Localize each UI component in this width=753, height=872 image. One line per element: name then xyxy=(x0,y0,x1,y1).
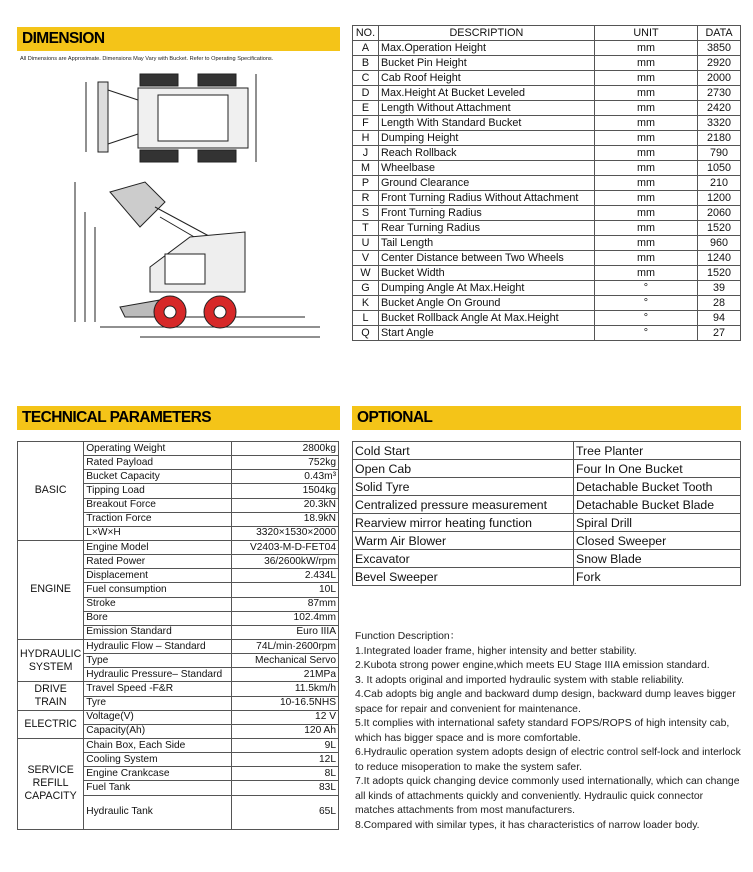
dimension-row xyxy=(353,176,741,191)
dimension-cell: Center Distance between Two Wheels xyxy=(378,251,594,266)
parameter-name: Traction Force xyxy=(84,512,231,526)
parameter-name: Fuel Tank xyxy=(84,781,231,795)
dimension-cell: mm xyxy=(594,236,697,251)
dimension-cell: L xyxy=(353,311,379,326)
dimension-cell: E xyxy=(353,101,379,116)
dimension-cell: mm xyxy=(594,101,697,116)
parameter-value: 21MPa xyxy=(231,668,338,682)
parameter-name: Emission Standard xyxy=(84,625,231,639)
dimension-column-header: DESCRIPTION xyxy=(378,26,594,41)
technical-row xyxy=(18,540,339,554)
dimension-cell: Wheelbase xyxy=(378,161,594,176)
parameter-name: Rated Power xyxy=(84,555,231,569)
technical-group-label: DRIVE TRAIN xyxy=(18,682,84,710)
function-title: Function Description： xyxy=(355,631,461,642)
dimension-cell: 2180 xyxy=(698,131,741,146)
parameter-value: 8L xyxy=(231,767,338,781)
dimension-table xyxy=(352,25,741,341)
optional-item: Rearview mirror heating function xyxy=(353,514,574,532)
optional-item: Open Cab xyxy=(353,460,574,478)
parameter-value: 20.3kN xyxy=(231,498,338,512)
dimension-cell: 2420 xyxy=(698,101,741,116)
optional-row xyxy=(353,532,741,550)
dimension-cell: 960 xyxy=(698,236,741,251)
dimension-row xyxy=(353,161,741,176)
function-item: 1.Integrated loader frame, higher intensity and better stability. xyxy=(355,645,637,657)
dimension-cell: mm xyxy=(594,116,697,131)
optional-item: Four In One Bucket xyxy=(574,460,741,478)
dimension-cell: ° xyxy=(594,281,697,296)
dimension-cell: 1520 xyxy=(698,266,741,281)
optional-item: Cold Start xyxy=(353,442,574,460)
optional-row xyxy=(353,550,741,568)
function-item: 5.It complies with international safety standard FOPS/ROPS of high intensity cab, which has bigger space and is more comfortable. xyxy=(355,718,730,744)
optional-item: Spiral Drill xyxy=(574,514,741,532)
dimension-cell: ° xyxy=(594,296,697,311)
dimension-title: DIMENSION xyxy=(22,30,105,47)
parameter-value: 1504kg xyxy=(231,484,338,498)
technical-row xyxy=(18,738,339,752)
dimension-cell: Max.Height At Bucket Leveled xyxy=(378,86,594,101)
parameter-value: 10L xyxy=(231,583,338,597)
optional-item: Warm Air Blower xyxy=(353,532,574,550)
function-item: 2.Kubota strong power engine,which meets EU Stage IIIA emission standard. xyxy=(355,660,710,671)
technical-row xyxy=(18,682,339,696)
parameter-value: 0.43m³ xyxy=(231,470,338,484)
optional-item: Tree Planter xyxy=(574,442,741,460)
dimension-row xyxy=(353,71,741,86)
function-item: 3. It adopts original and imported hydraulic system with stable reliability. xyxy=(355,674,684,686)
dimension-cell: H xyxy=(353,131,379,146)
dimension-cell: P xyxy=(353,176,379,191)
dimension-row xyxy=(353,56,741,71)
technical-row xyxy=(18,442,339,456)
optional-item: Centralized pressure measurement xyxy=(353,496,574,514)
dimension-cell: mm xyxy=(594,176,697,191)
parameter-name: Capacity(Ah) xyxy=(84,724,231,738)
dimension-row xyxy=(353,221,741,236)
dimension-row xyxy=(353,311,741,326)
dimension-cell: Bucket Pin Height xyxy=(378,56,594,71)
optional-row xyxy=(353,442,741,460)
parameter-value: V2403-M-D-FET04 xyxy=(231,540,338,554)
dimension-cell: Length Without Attachment xyxy=(378,101,594,116)
dimension-row xyxy=(353,191,741,206)
dimension-cell: Ground Clearance xyxy=(378,176,594,191)
parameter-value: 83L xyxy=(231,781,338,795)
dimension-cell: mm xyxy=(594,131,697,146)
dimension-header-band xyxy=(17,27,340,51)
dimension-cell: Rear Turning Radius xyxy=(378,221,594,236)
dimension-cell: mm xyxy=(594,206,697,221)
parameter-name: Breakout Force xyxy=(84,498,231,512)
dimension-row xyxy=(353,296,741,311)
dimension-cell: 3320 xyxy=(698,116,741,131)
parameter-value: 65L xyxy=(231,795,338,829)
dimension-cell: ° xyxy=(594,326,697,341)
parameter-value: 12L xyxy=(231,753,338,767)
side-view-drawing xyxy=(70,172,340,347)
function-item: 4.Cab adopts big angle and backward dump design, backward dump leaves bigger space for repair and convenient for maintenance. xyxy=(355,689,736,715)
technical-group-label: BASIC xyxy=(18,442,84,541)
parameter-name: Bucket Capacity xyxy=(84,470,231,484)
parameter-name: Engine Crankcase xyxy=(84,767,231,781)
dimension-cell: K xyxy=(353,296,379,311)
parameter-name: Type xyxy=(84,654,231,668)
dimension-cell: mm xyxy=(594,251,697,266)
dimension-column-header: NO. xyxy=(353,26,379,41)
dimension-cell: Front Turning Radius Without Attachment xyxy=(378,191,594,206)
dimension-cell: B xyxy=(353,56,379,71)
dimension-row xyxy=(353,116,741,131)
dimension-cell: 1200 xyxy=(698,191,741,206)
optional-item: Closed Sweeper xyxy=(574,532,741,550)
parameter-value: 11.5km/h xyxy=(231,682,338,696)
dimension-row xyxy=(353,266,741,281)
dimension-cell: M xyxy=(353,161,379,176)
parameter-value: 9L xyxy=(231,738,338,752)
parameter-name: Travel Speed -F&R xyxy=(84,682,231,696)
dimension-cell: 94 xyxy=(698,311,741,326)
dimension-cell: U xyxy=(353,236,379,251)
dimension-header-row xyxy=(353,26,741,41)
dimension-cell: mm xyxy=(594,146,697,161)
dimension-cell: Bucket Width xyxy=(378,266,594,281)
dimension-cell: 28 xyxy=(698,296,741,311)
dimension-cell: J xyxy=(353,146,379,161)
dimension-cell: mm xyxy=(594,71,697,86)
dimension-cell: Length With Standard Bucket xyxy=(378,116,594,131)
parameter-value: 120 Ah xyxy=(231,724,338,738)
parameter-name: Hydraulic Pressure– Standard xyxy=(84,668,231,682)
optional-table xyxy=(352,441,741,586)
dimension-cell: Dumping Height xyxy=(378,131,594,146)
dimension-cell: R xyxy=(353,191,379,206)
dimension-row xyxy=(353,131,741,146)
dimension-row xyxy=(353,281,741,296)
function-description xyxy=(355,630,745,833)
dimension-cell: C xyxy=(353,71,379,86)
parameter-name: Cooling System xyxy=(84,753,231,767)
dimension-cell: 2730 xyxy=(698,86,741,101)
parameter-value: 2.434L xyxy=(231,569,338,583)
function-item: 6.Hydraulic operation system adopts design of electric control self-lock and interlock to reduce misoperation to make the system safer. xyxy=(355,747,741,773)
technical-parameters-table xyxy=(17,441,339,830)
parameter-value: 752kg xyxy=(231,456,338,470)
optional-row xyxy=(353,460,741,478)
parameter-value: 10-16.5NHS xyxy=(231,696,338,710)
optional-row xyxy=(353,514,741,532)
dimension-cell: 210 xyxy=(698,176,741,191)
optional-title: OPTIONAL xyxy=(357,409,433,426)
parameter-name: Hydraulic Tank xyxy=(84,795,231,829)
function-item: 8.Compared with similar types, it has characteristics of narrow loader body. xyxy=(355,819,700,831)
parameter-name: Engine Model xyxy=(84,540,231,554)
dimension-row xyxy=(353,86,741,101)
dimension-note: All Dimensions are Approximate. Dimensions May Vary with Bucket. Refer to Operating Specifications. xyxy=(20,56,274,62)
technical-header-band xyxy=(17,406,340,430)
technical-group-label: SERVICE REFILL CAPACITY xyxy=(18,738,84,829)
dimension-cell: Bucket Angle On Ground xyxy=(378,296,594,311)
dimension-column-header: UNIT xyxy=(594,26,697,41)
dimension-cell: Dumping Angle At Max.Height xyxy=(378,281,594,296)
optional-row xyxy=(353,496,741,514)
parameter-value: 18.9kN xyxy=(231,512,338,526)
optional-item: Bevel Sweeper xyxy=(353,568,574,586)
parameter-name: Rated Payload xyxy=(84,456,231,470)
dimension-cell: F xyxy=(353,116,379,131)
dimension-row xyxy=(353,236,741,251)
dimension-cell: 1520 xyxy=(698,221,741,236)
parameter-name: Stroke xyxy=(84,597,231,611)
dimension-cell: Bucket Rollback Angle At Max.Height xyxy=(378,311,594,326)
dimension-row xyxy=(353,206,741,221)
parameter-name: Fuel consumption xyxy=(84,583,231,597)
optional-item: Solid Tyre xyxy=(353,478,574,496)
dimension-cell: mm xyxy=(594,41,697,56)
dimension-cell: S xyxy=(353,206,379,221)
dimension-cell: ° xyxy=(594,311,697,326)
dimension-cell: 3850 xyxy=(698,41,741,56)
dimension-cell: Front Turning Radius xyxy=(378,206,594,221)
dimension-column-header: DATA xyxy=(698,26,741,41)
parameter-name: Operating Weight xyxy=(84,442,231,456)
parameter-value: 2800kg xyxy=(231,442,338,456)
parameter-name: Hydraulic Flow – Standard xyxy=(84,639,231,653)
dimension-cell: mm xyxy=(594,56,697,71)
function-item: 7.It adopts quick changing device commonly used internationally, which can change all kinds of attachments quickly and conveniently. Hydraulic quick connector matches attachments from most manufacturers. xyxy=(355,776,740,816)
top-view-drawing xyxy=(78,70,278,170)
optional-header-band xyxy=(352,406,741,430)
technical-group-label: HYDRAULIC SYSTEM xyxy=(18,639,84,681)
dimension-cell: Cab Roof Height xyxy=(378,71,594,86)
dimension-cell: Max.Operation Height xyxy=(378,41,594,56)
dimension-cell: W xyxy=(353,266,379,281)
parameter-name: Tyre xyxy=(84,696,231,710)
dimension-cell: mm xyxy=(594,266,697,281)
dimension-row xyxy=(353,41,741,56)
optional-item: Excavator xyxy=(353,550,574,568)
dimension-row xyxy=(353,326,741,341)
dimension-cell: 2000 xyxy=(698,71,741,86)
technical-row xyxy=(18,710,339,724)
dimension-cell: 1240 xyxy=(698,251,741,266)
optional-item: Detachable Bucket Blade xyxy=(574,496,741,514)
parameter-name: Bore xyxy=(84,611,231,625)
dimension-cell: A xyxy=(353,41,379,56)
dimension-cell: 1050 xyxy=(698,161,741,176)
parameter-name: Chain Box, Each Side xyxy=(84,738,231,752)
dimension-cell: mm xyxy=(594,86,697,101)
dimension-cell: 2920 xyxy=(698,56,741,71)
dimension-cell: G xyxy=(353,281,379,296)
optional-item: Snow Blade xyxy=(574,550,741,568)
dimension-cell: Tail Length xyxy=(378,236,594,251)
parameter-name: Displacement xyxy=(84,569,231,583)
parameter-value: Mechanical Servo xyxy=(231,654,338,668)
optional-item: Fork xyxy=(574,568,741,586)
parameter-value: 36/2600kW/rpm xyxy=(231,555,338,569)
optional-row xyxy=(353,478,741,496)
dimension-cell: mm xyxy=(594,191,697,206)
dimension-row xyxy=(353,101,741,116)
dimension-cell: mm xyxy=(594,221,697,236)
dimension-cell: Start Angle xyxy=(378,326,594,341)
dimension-cell: 39 xyxy=(698,281,741,296)
parameter-name: Voltage(V) xyxy=(84,710,231,724)
technical-title: TECHNICAL PARAMETERS xyxy=(22,409,211,426)
optional-row xyxy=(353,568,741,586)
dimension-cell: 2060 xyxy=(698,206,741,221)
parameter-value: 102.4mm xyxy=(231,611,338,625)
dimension-cell: 790 xyxy=(698,146,741,161)
parameter-value: 74L/min·2600rpm xyxy=(231,639,338,653)
technical-group-label: ELECTRIC xyxy=(18,710,84,738)
dimension-cell: D xyxy=(353,86,379,101)
dimension-cell: Reach Rollback xyxy=(378,146,594,161)
dimension-row xyxy=(353,146,741,161)
parameter-value: Euro IIIA xyxy=(231,625,338,639)
dimension-cell: 27 xyxy=(698,326,741,341)
parameter-name: Tipping Load xyxy=(84,484,231,498)
parameter-value: 12 V xyxy=(231,710,338,724)
technical-row xyxy=(18,639,339,653)
dimension-cell: Q xyxy=(353,326,379,341)
dimension-cell: V xyxy=(353,251,379,266)
technical-group-label: ENGINE xyxy=(18,540,84,639)
dimension-cell: mm xyxy=(594,161,697,176)
optional-item: Detachable Bucket Tooth xyxy=(574,478,741,496)
parameter-name: L×W×H xyxy=(84,526,231,540)
dimension-cell: T xyxy=(353,221,379,236)
parameter-value: 3320×1530×2000 xyxy=(231,526,338,540)
dimension-row xyxy=(353,251,741,266)
parameter-value: 87mm xyxy=(231,597,338,611)
